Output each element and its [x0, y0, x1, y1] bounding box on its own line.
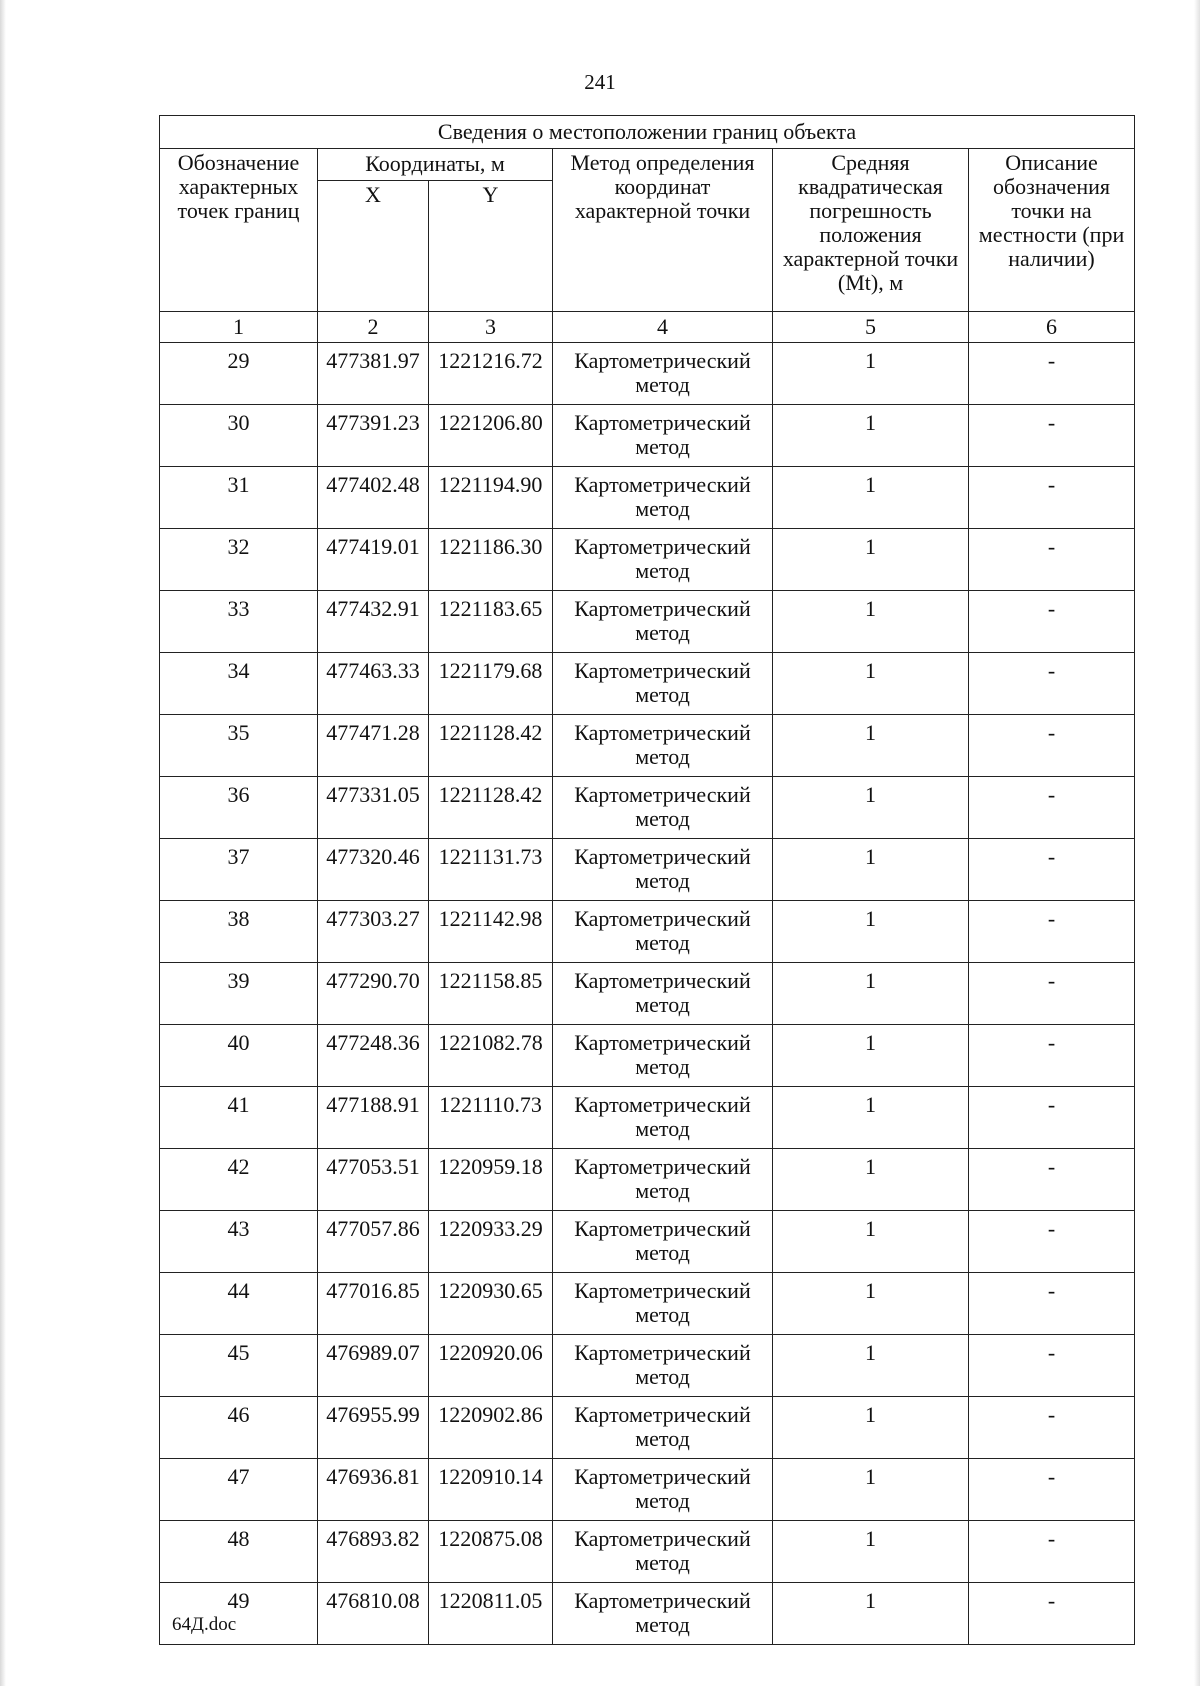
cell-error: 1 — [773, 715, 969, 777]
cell-x: 476989.07 — [318, 1335, 429, 1397]
table-row — [160, 715, 1135, 777]
cell-description: - — [969, 1583, 1135, 1645]
cell-x: 477471.28 — [318, 715, 429, 777]
cell-point: 40 — [160, 1025, 318, 1087]
cell-x: 477432.91 — [318, 591, 429, 653]
cell-method: Картометрический метод — [553, 1149, 773, 1211]
table-row — [160, 1459, 1135, 1521]
cell-x: 477320.46 — [318, 839, 429, 901]
table-title: Сведения о местоположении границ объекта — [160, 116, 1135, 149]
cell-method: Картометрический метод — [553, 1335, 773, 1397]
header-description: Описание обозначения точки на местности (при наличии) — [969, 149, 1135, 312]
header-error: Средняя квадратическая погрешность положения характерной точки (Mt), м — [773, 149, 969, 312]
cell-point: 48 — [160, 1521, 318, 1583]
cell-method: Картометрический метод — [553, 1087, 773, 1149]
page-edge-left — [0, 0, 6, 1686]
cell-point: 33 — [160, 591, 318, 653]
cell-method: Картометрический метод — [553, 715, 773, 777]
cell-point: 37 — [160, 839, 318, 901]
cell-x: 477381.97 — [318, 343, 429, 405]
cell-y: 1221186.30 — [429, 529, 553, 591]
cell-method: Картометрический метод — [553, 1025, 773, 1087]
cell-method: Картометрический метод — [553, 777, 773, 839]
column-number: 1 — [160, 312, 318, 343]
cell-error: 1 — [773, 405, 969, 467]
cell-x: 477331.05 — [318, 777, 429, 839]
page-edge-right — [1194, 0, 1200, 1686]
column-number: 2 — [318, 312, 429, 343]
cell-y: 1221110.73 — [429, 1087, 553, 1149]
table-row — [160, 963, 1135, 1025]
cell-method: Картометрический метод — [553, 1211, 773, 1273]
cell-y: 1220875.08 — [429, 1521, 553, 1583]
cell-description: - — [969, 1521, 1135, 1583]
cell-description: - — [969, 1335, 1135, 1397]
cell-method: Картометрический метод — [553, 467, 773, 529]
cell-y: 1221082.78 — [429, 1025, 553, 1087]
cell-method: Картометрический метод — [553, 405, 773, 467]
table-row — [160, 343, 1135, 405]
cell-y: 1220910.14 — [429, 1459, 553, 1521]
table-row — [160, 1273, 1135, 1335]
table-row — [160, 529, 1135, 591]
column-number: 4 — [553, 312, 773, 343]
cell-description: - — [969, 529, 1135, 591]
cell-error: 1 — [773, 963, 969, 1025]
table-row — [160, 1583, 1135, 1645]
cell-point: 41 — [160, 1087, 318, 1149]
cell-y: 1221142.98 — [429, 901, 553, 963]
column-number: 6 — [969, 312, 1135, 343]
cell-error: 1 — [773, 1025, 969, 1087]
column-number: 5 — [773, 312, 969, 343]
cell-x: 476810.08 — [318, 1583, 429, 1645]
cell-description: - — [969, 1397, 1135, 1459]
cell-description: - — [969, 715, 1135, 777]
cell-point: 31 — [160, 467, 318, 529]
cell-x: 476936.81 — [318, 1459, 429, 1521]
cell-point: 42 — [160, 1149, 318, 1211]
table-row — [160, 1521, 1135, 1583]
cell-description: - — [969, 1273, 1135, 1335]
cell-error: 1 — [773, 529, 969, 591]
cell-y: 1221194.90 — [429, 467, 553, 529]
page-number: 241 — [584, 70, 616, 94]
cell-description: - — [969, 1087, 1135, 1149]
cell-method: Картометрический метод — [553, 343, 773, 405]
cell-method: Картометрический метод — [553, 591, 773, 653]
cell-error: 1 — [773, 1335, 969, 1397]
table-row — [160, 1149, 1135, 1211]
boundary-table-container — [159, 115, 1134, 1645]
cell-y: 1220811.05 — [429, 1583, 553, 1645]
cell-error: 1 — [773, 591, 969, 653]
cell-x: 477303.27 — [318, 901, 429, 963]
cell-description: - — [969, 343, 1135, 405]
table-row — [160, 591, 1135, 653]
cell-point: 35 — [160, 715, 318, 777]
cell-x: 476893.82 — [318, 1521, 429, 1583]
cell-error: 1 — [773, 467, 969, 529]
cell-method: Картометрический метод — [553, 1273, 773, 1335]
cell-y: 1221128.42 — [429, 777, 553, 839]
cell-description: - — [969, 591, 1135, 653]
cell-description: - — [969, 467, 1135, 529]
table-row — [160, 1335, 1135, 1397]
table-row — [160, 653, 1135, 715]
cell-point: 43 — [160, 1211, 318, 1273]
cell-x: 476955.99 — [318, 1397, 429, 1459]
cell-error: 1 — [773, 1583, 969, 1645]
cell-x: 477419.01 — [318, 529, 429, 591]
cell-method: Картометрический метод — [553, 839, 773, 901]
cell-description: - — [969, 777, 1135, 839]
table-body — [160, 343, 1135, 1645]
cell-y: 1220920.06 — [429, 1335, 553, 1397]
cell-x: 477402.48 — [318, 467, 429, 529]
cell-description: - — [969, 963, 1135, 1025]
cell-x: 477290.70 — [318, 963, 429, 1025]
table-row — [160, 901, 1135, 963]
column-number-row — [160, 312, 1135, 343]
cell-x: 477053.51 — [318, 1149, 429, 1211]
header-y: Y — [429, 181, 553, 312]
cell-description: - — [969, 405, 1135, 467]
cell-error: 1 — [773, 777, 969, 839]
table-row — [160, 1397, 1135, 1459]
cell-y: 1221179.68 — [429, 653, 553, 715]
cell-method: Картометрический метод — [553, 1459, 773, 1521]
cell-method: Картометрический метод — [553, 1397, 773, 1459]
column-number: 3 — [429, 312, 553, 343]
table-row — [160, 1211, 1135, 1273]
cell-y: 1220930.65 — [429, 1273, 553, 1335]
cell-point: 44 — [160, 1273, 318, 1335]
cell-point: 45 — [160, 1335, 318, 1397]
cell-point: 30 — [160, 405, 318, 467]
cell-method: Картометрический метод — [553, 901, 773, 963]
cell-method: Картометрический метод — [553, 1521, 773, 1583]
cell-description: - — [969, 1459, 1135, 1521]
cell-point: 36 — [160, 777, 318, 839]
cell-x: 477248.36 — [318, 1025, 429, 1087]
cell-error: 1 — [773, 1211, 969, 1273]
cell-x: 477391.23 — [318, 405, 429, 467]
cell-point: 49 — [160, 1583, 318, 1645]
header-x: X — [318, 181, 429, 312]
cell-point: 38 — [160, 901, 318, 963]
cell-error: 1 — [773, 839, 969, 901]
cell-point: 46 — [160, 1397, 318, 1459]
cell-y: 1221216.72 — [429, 343, 553, 405]
footer-filename: 64Д.doc — [172, 1614, 237, 1635]
cell-error: 1 — [773, 653, 969, 715]
boundary-table — [159, 115, 1135, 1645]
cell-error: 1 — [773, 901, 969, 963]
table-row — [160, 467, 1135, 529]
cell-y: 1221183.65 — [429, 591, 553, 653]
cell-x: 477463.33 — [318, 653, 429, 715]
cell-point: 34 — [160, 653, 318, 715]
header-point: Обозначение характерных точек границ — [160, 149, 318, 312]
cell-x: 477057.86 — [318, 1211, 429, 1273]
cell-error: 1 — [773, 1521, 969, 1583]
cell-x: 477016.85 — [318, 1273, 429, 1335]
cell-y: 1221158.85 — [429, 963, 553, 1025]
cell-method: Картометрический метод — [553, 529, 773, 591]
cell-point: 29 — [160, 343, 318, 405]
cell-error: 1 — [773, 1273, 969, 1335]
cell-y: 1221131.73 — [429, 839, 553, 901]
cell-point: 32 — [160, 529, 318, 591]
cell-method: Картометрический метод — [553, 963, 773, 1025]
cell-y: 1220902.86 — [429, 1397, 553, 1459]
table-row — [160, 1025, 1135, 1087]
cell-error: 1 — [773, 343, 969, 405]
cell-method: Картометрический метод — [553, 653, 773, 715]
table-row — [160, 839, 1135, 901]
cell-error: 1 — [773, 1149, 969, 1211]
cell-description: - — [969, 1025, 1135, 1087]
header-method: Метод определения координат характерной точки — [553, 149, 773, 312]
cell-error: 1 — [773, 1397, 969, 1459]
cell-error: 1 — [773, 1459, 969, 1521]
cell-y: 1220959.18 — [429, 1149, 553, 1211]
cell-description: - — [969, 839, 1135, 901]
cell-y: 1220933.29 — [429, 1211, 553, 1273]
table-row — [160, 1087, 1135, 1149]
cell-point: 47 — [160, 1459, 318, 1521]
cell-y: 1221128.42 — [429, 715, 553, 777]
cell-y: 1221206.80 — [429, 405, 553, 467]
cell-x: 477188.91 — [318, 1087, 429, 1149]
cell-description: - — [969, 653, 1135, 715]
cell-description: - — [969, 901, 1135, 963]
cell-description: - — [969, 1149, 1135, 1211]
cell-description: - — [969, 1211, 1135, 1273]
header-coordinates: Координаты, м — [318, 149, 553, 181]
table-row — [160, 777, 1135, 839]
cell-method: Картометрический метод — [553, 1583, 773, 1645]
cell-error: 1 — [773, 1087, 969, 1149]
table-row — [160, 405, 1135, 467]
cell-point: 39 — [160, 963, 318, 1025]
